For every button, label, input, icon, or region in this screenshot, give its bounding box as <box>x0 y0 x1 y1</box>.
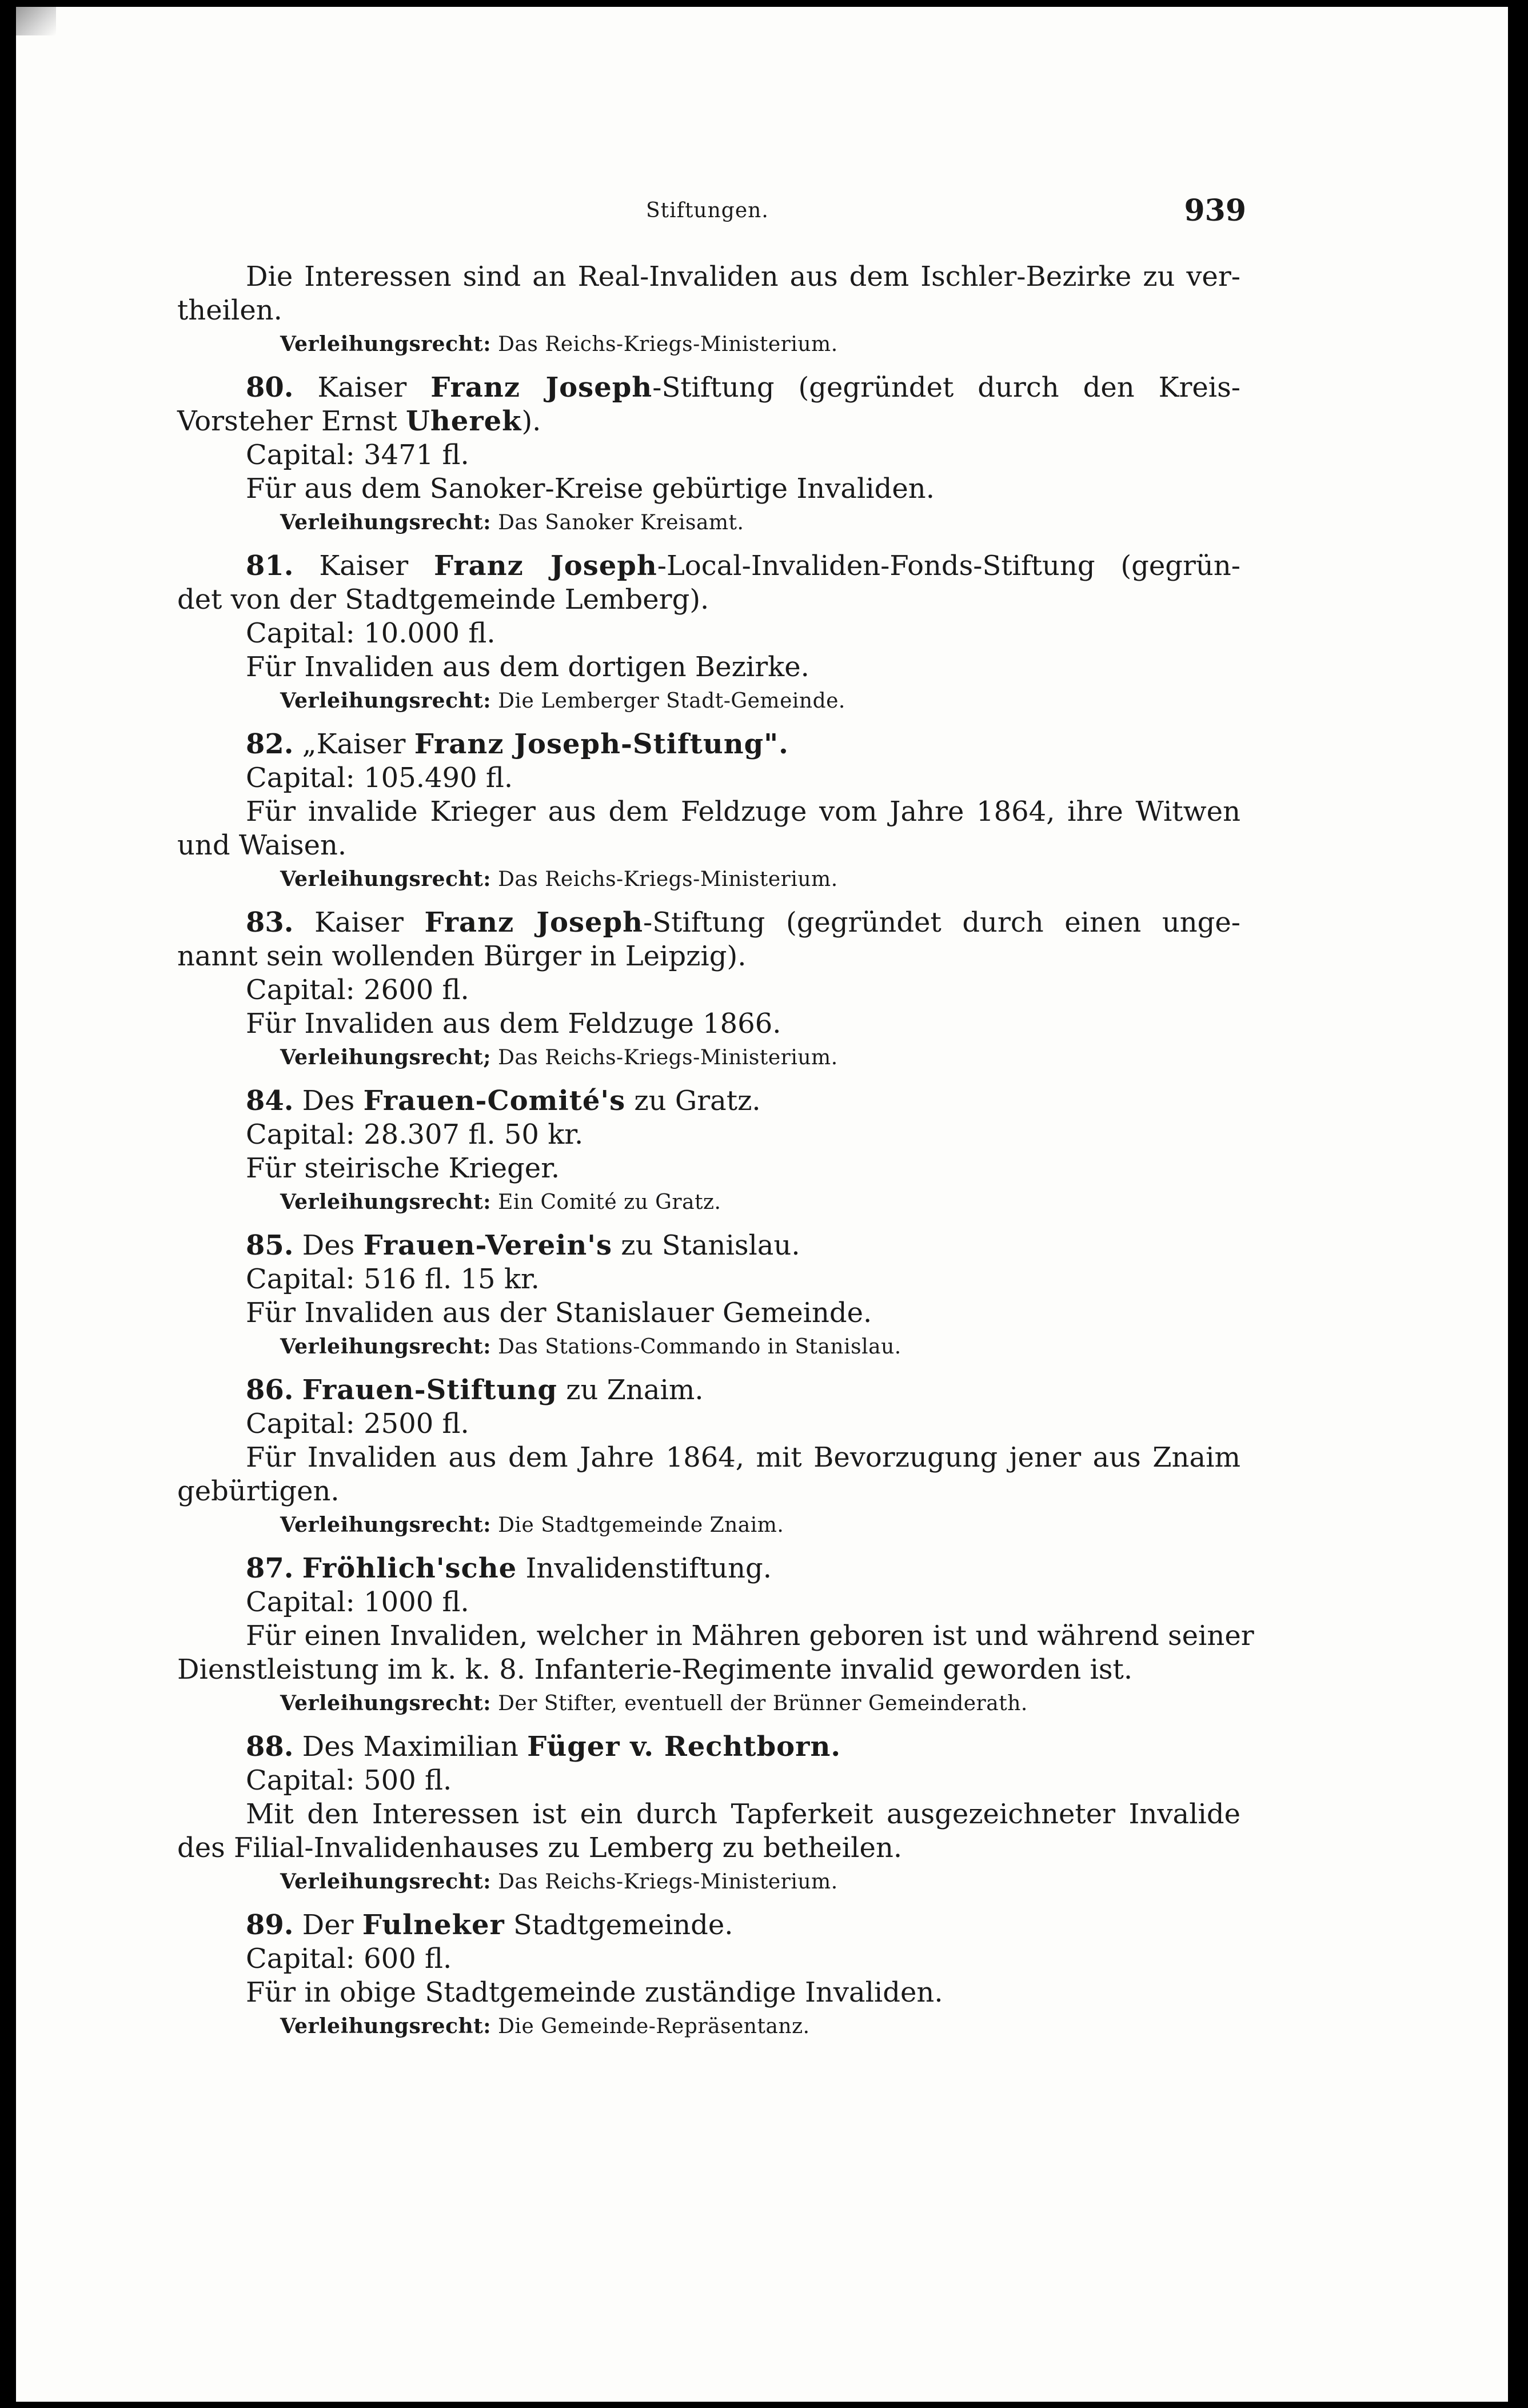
grant-right-value: Das Sanoker Kreisamt. <box>498 511 744 534</box>
grant-right <box>177 1687 1240 1720</box>
foundation-name: Frauen-Comité's <box>363 1085 626 1117</box>
entry-heading-cont: nannt sein wollenden Bürger in Leipzig). <box>177 940 747 972</box>
foundation-name: Franz Joseph <box>424 907 644 939</box>
grant-right-label: Verleihungsrecht: <box>280 2014 492 2038</box>
grant-right-value: Die Stadtgemeinde Znaim. <box>498 1514 784 1537</box>
grant-right <box>177 862 1240 896</box>
foundation-name: Franz Joseph-Stiftung <box>414 728 764 760</box>
entry-82 <box>177 728 1240 896</box>
page-number: 939 <box>1184 193 1246 228</box>
page-header <box>177 193 1246 233</box>
description-line-1: Für steirische Krieger. <box>246 1152 560 1184</box>
capital-line: Capital: 105.490 fl. <box>246 762 513 794</box>
heading-suffix: -Stiftung (gegründet durch den Kreis- <box>652 372 1241 404</box>
grant-right-value: Das Reichs-Kriegs-Ministerium. <box>498 1046 838 1069</box>
grant-right-label: Verleihungsrecht; <box>280 1045 492 1069</box>
book-spine-edge <box>0 0 16 2408</box>
grant-right <box>177 1865 1240 1898</box>
foundation-name: Franz Joseph <box>433 550 657 582</box>
founder-name: Uherek <box>406 405 522 437</box>
description-line-2: und Waisen. <box>177 829 347 861</box>
entry-heading-cont: det von der Stadtgemeinde Lemberg). <box>177 584 709 616</box>
capital-line: Capital: 516 fl. 15 kr. <box>246 1263 540 1295</box>
running-title: Stiftungen. <box>646 199 769 222</box>
description-line-1: Für Invaliden aus dem Feldzuge 1866. <box>246 1008 781 1040</box>
grant-right-label: Verleihungsrecht: <box>280 332 492 356</box>
grant-right-label: Verleihungsrecht: <box>280 510 492 534</box>
entry-number: 86. <box>246 1374 294 1406</box>
heading-prefix: Des Maximilian <box>302 1731 518 1763</box>
entry-heading <box>177 1552 1240 1586</box>
intro-line-1: Die Interessen sind an Real-Invaliden aus dem Ischler-Bezirke zu ver- <box>246 261 1240 293</box>
heading-prefix: Der <box>302 1909 354 1941</box>
heading-suffix: zu Stanislau. <box>621 1229 800 1261</box>
intro-paragraph <box>177 260 1240 361</box>
capital-line: Capital: 10.000 fl. <box>246 617 496 649</box>
heading-suffix: zu Znaim. <box>566 1374 704 1406</box>
grant-right-value: Die Lemberger Stadt-Gemeinde. <box>498 689 845 713</box>
heading-suffix: -Stiftung (gegründet durch einen unge- <box>643 907 1241 939</box>
grant-right-label: Verleihungsrecht: <box>280 1870 492 1894</box>
entry-80 <box>177 371 1240 539</box>
capital-line: Capital: 1000 fl. <box>246 1586 469 1618</box>
grant-right-label: Verleihungsrecht: <box>280 1190 492 1214</box>
description-line-2: des Filial-Invalidenhauses zu Lemberg zu betheilen. <box>177 1832 903 1864</box>
foundation-name: Franz Joseph <box>430 372 653 404</box>
grant-right <box>177 1041 1240 1074</box>
capital-line: Capital: 3471 fl. <box>246 439 469 471</box>
heading-prefix: Des <box>302 1085 355 1117</box>
description-line-2: Dienstleistung im k. k. 8. Infanterie-Regimente invalid geworden ist. <box>177 1654 1133 1686</box>
entry-number: 80. <box>246 372 294 404</box>
entry-number: 84. <box>246 1085 294 1117</box>
grant-right-label: Verleihungsrecht: <box>280 1691 492 1715</box>
foundation-name: Frauen-Stiftung <box>302 1374 557 1406</box>
entry-number: 85. <box>246 1229 294 1261</box>
foundation-name: Füger v. Rechtborn. <box>527 1731 841 1763</box>
heading-suffix: Stadtgemeinde. <box>513 1909 733 1941</box>
entry-heading <box>177 371 1240 405</box>
heading-continuation: Vorsteher Ernst <box>177 405 397 437</box>
description-line-1: Für aus dem Sanoker-Kreise gebürtige Invaliden. <box>246 473 935 505</box>
heading-prefix: „Kaiser <box>302 728 406 760</box>
description-line-2: gebürtigen. <box>177 1475 340 1507</box>
grant-right-value: Die Gemeinde-Repräsentanz. <box>498 2015 810 2038</box>
entry-85 <box>177 1229 1240 1363</box>
heading-prefix: Kaiser <box>319 550 409 582</box>
page-body <box>177 260 1254 2043</box>
grant-right-label: Verleihungsrecht: <box>280 1335 492 1359</box>
entry-87 <box>177 1552 1254 1720</box>
grant-right <box>177 1185 1240 1219</box>
entry-heading <box>177 1730 1240 1764</box>
grant-right-value: Ein Comité zu Gratz. <box>498 1191 721 1214</box>
grant-right-value: Das Reichs-Kriegs-Ministerium. <box>498 868 838 891</box>
foundation-name: Frauen-Verein's <box>363 1229 613 1261</box>
foundation-name: Fulneker <box>362 1909 505 1941</box>
description-line-1: Für Invaliden aus dem dortigen Bezirke. <box>246 651 809 683</box>
grant-right-value: Der Stifter, eventuell der Brünner Gemeinderath. <box>498 1692 1028 1715</box>
entry-heading <box>177 906 1240 940</box>
grant-right-value: Das Stations-Commando in Stanislau. <box>498 1335 901 1359</box>
entry-number: 89. <box>246 1909 294 1941</box>
heading-suffix: Invalidenstiftung. <box>525 1552 772 1584</box>
description-line-1: Für einen Invaliden, welcher in Mähren geboren ist und während seiner <box>246 1620 1254 1652</box>
description-line-1: Für invalide Krieger aus dem Feldzuge vom Jahre 1864, ihre Witwen <box>246 796 1240 828</box>
entry-heading-cont <box>177 405 1240 438</box>
grant-right-label: Verleihungsrecht: <box>280 1513 492 1537</box>
capital-line: Capital: 600 fl. <box>246 1943 452 1975</box>
entry-84 <box>177 1084 1240 1219</box>
entry-heading <box>177 728 1240 761</box>
entry-heading <box>177 549 1240 583</box>
description-line-1: Für Invaliden aus dem Jahre 1864, mit Bevorzugung jener aus Znaim <box>246 1441 1240 1473</box>
description-line-1: Für in obige Stadtgemeinde zuständige Invaliden. <box>246 1976 943 2008</box>
heading-suffix: ". <box>764 728 789 760</box>
description-line-1: Für Invaliden aus der Stanislauer Gemeinde. <box>246 1297 872 1329</box>
grant-right <box>177 2010 1240 2043</box>
grant-right <box>177 506 1240 539</box>
entry-81 <box>177 549 1240 717</box>
entry-heading <box>177 1229 1240 1263</box>
entry-number: 88. <box>246 1731 294 1763</box>
capital-line: Capital: 28.307 fl. 50 kr. <box>246 1119 584 1151</box>
entry-number: 83. <box>246 907 294 939</box>
intro-grant-right <box>177 328 1240 361</box>
capital-line: Capital: 500 fl. <box>246 1764 452 1796</box>
capital-line: Capital: 2600 fl. <box>246 974 469 1006</box>
intro-line-2: theilen. <box>177 294 282 326</box>
description-line-1: Mit den Interessen ist ein durch Tapferkeit ausgezeichneter Invalide <box>246 1798 1240 1830</box>
grant-right-value: Das Reichs-Kriegs-Ministerium. <box>498 1870 838 1894</box>
entry-heading <box>177 1908 1240 1942</box>
heading-prefix: Des <box>302 1229 355 1261</box>
heading-suffix: zu Gratz. <box>634 1085 761 1117</box>
heading-prefix: Kaiser <box>317 372 407 404</box>
capital-line: Capital: 2500 fl. <box>246 1408 469 1440</box>
entry-83 <box>177 906 1240 1074</box>
entry-86 <box>177 1373 1240 1542</box>
grant-right-label: Verleihungsrecht: <box>280 867 492 891</box>
entry-89 <box>177 1908 1240 2043</box>
heading-prefix: Kaiser <box>314 907 404 939</box>
entry-heading <box>177 1084 1240 1118</box>
entry-number: 81. <box>246 550 294 582</box>
grant-right-value: Das Reichs-Kriegs-Ministerium. <box>498 333 838 356</box>
entry-88 <box>177 1730 1240 1898</box>
entry-number: 82. <box>246 728 294 760</box>
heading-suffix: -Local-Invaliden-Fonds-Stiftung (gegrün- <box>657 550 1240 582</box>
grant-right <box>177 684 1240 717</box>
page-corner-shadow <box>16 7 56 35</box>
grant-right <box>177 1330 1240 1363</box>
entry-heading <box>177 1373 1240 1407</box>
foundation-name: Fröhlich'sche <box>302 1552 517 1584</box>
grant-right <box>177 1508 1240 1542</box>
grant-right-label: Verleihungsrecht: <box>280 689 492 713</box>
entry-number: 87. <box>246 1552 294 1584</box>
heading-continuation-end: ). <box>521 405 541 437</box>
